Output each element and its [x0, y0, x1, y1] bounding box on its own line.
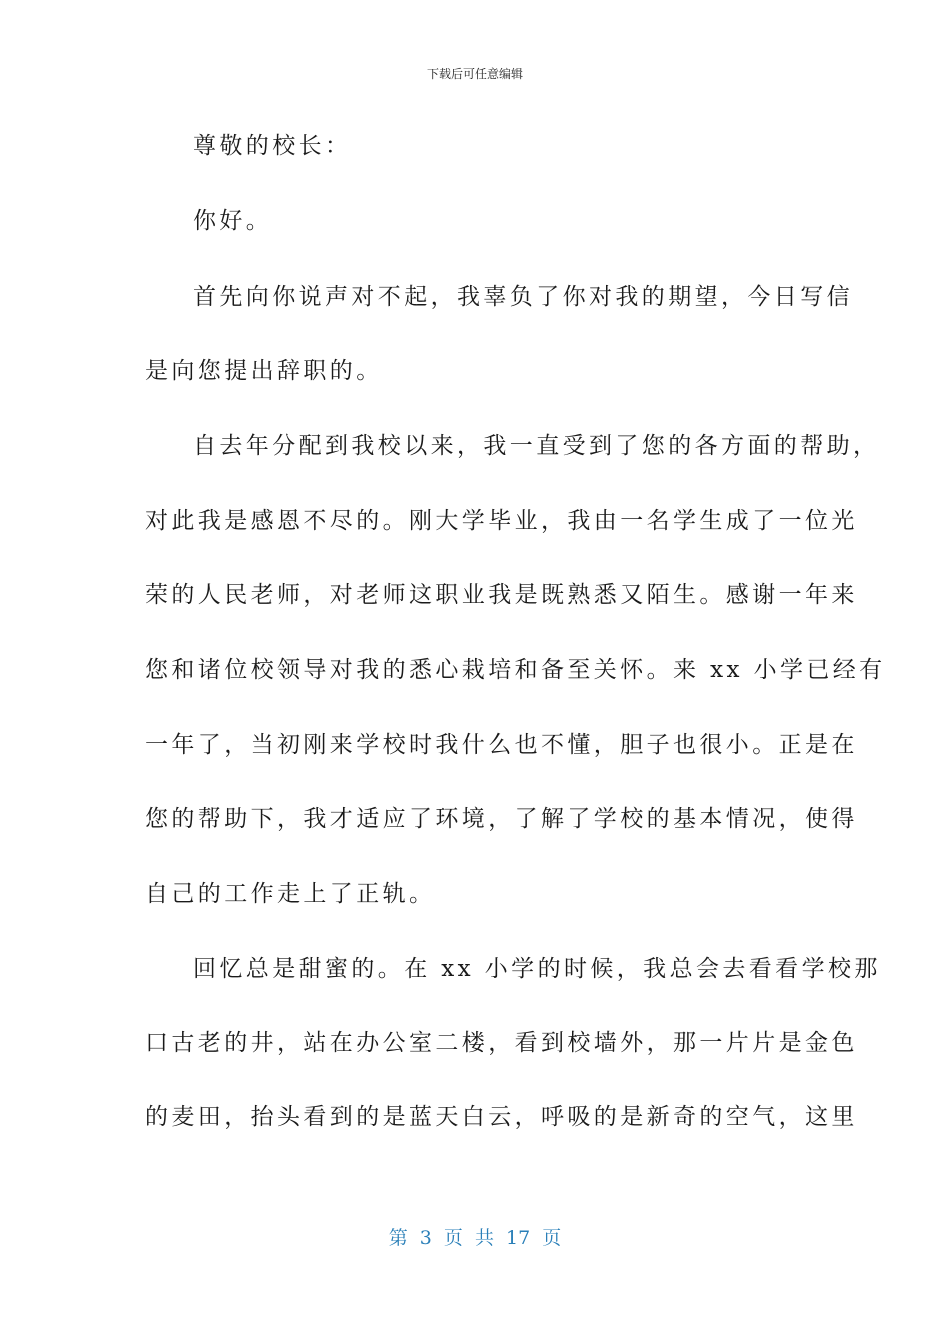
paragraph-2-line: 您和诸位校领导对我的悉心栽培和备至关怀。来 xx 小学已经有: [145, 657, 886, 683]
paragraph-2-line: 自己的工作走上了正轨。: [145, 881, 436, 907]
paragraph-3-line: 口古老的井，站在办公室二楼，看到校墙外，那一片片是金色: [145, 1030, 858, 1056]
salutation: 尊敬的校长：: [193, 133, 352, 159]
paragraph-1-line: 是向您提出辞职的。: [145, 358, 383, 384]
paragraph-2-line: 一年了，当初刚来学校时我什么也不懂，胆子也很小。正是在: [145, 732, 858, 758]
paragraph-2-line: 荣的人民老师，对老师这职业我是既熟悉又陌生。感谢一年来: [145, 582, 858, 608]
paragraph-3-line: 的麦田，抬头看到的是蓝天白云，呼吸的是新奇的空气，这里: [145, 1104, 858, 1130]
paragraph-2-line: 对此我是感恩不尽的。刚大学毕业，我由一名学生成了一位光: [145, 508, 858, 534]
paragraph-3-line: 回忆总是甜蜜的。在 xx 小学的时候，我总会去看看学校那: [193, 956, 881, 982]
greeting: 你好。: [193, 208, 273, 234]
page-header-note: 下载后可任意编辑: [426, 67, 523, 81]
paragraph-2-line: 自去年分配到我校以来，我一直受到了您的各方面的帮助，: [193, 433, 880, 459]
page-number: 第 3 页 共 17 页: [388, 1227, 562, 1249]
paragraph-2-line: 您的帮助下，我才适应了环境，了解了学校的基本情况，使得: [145, 806, 858, 832]
paragraph-1-line: 首先向你说声对不起，我辜负了你对我的期望，今日写信: [193, 284, 853, 310]
